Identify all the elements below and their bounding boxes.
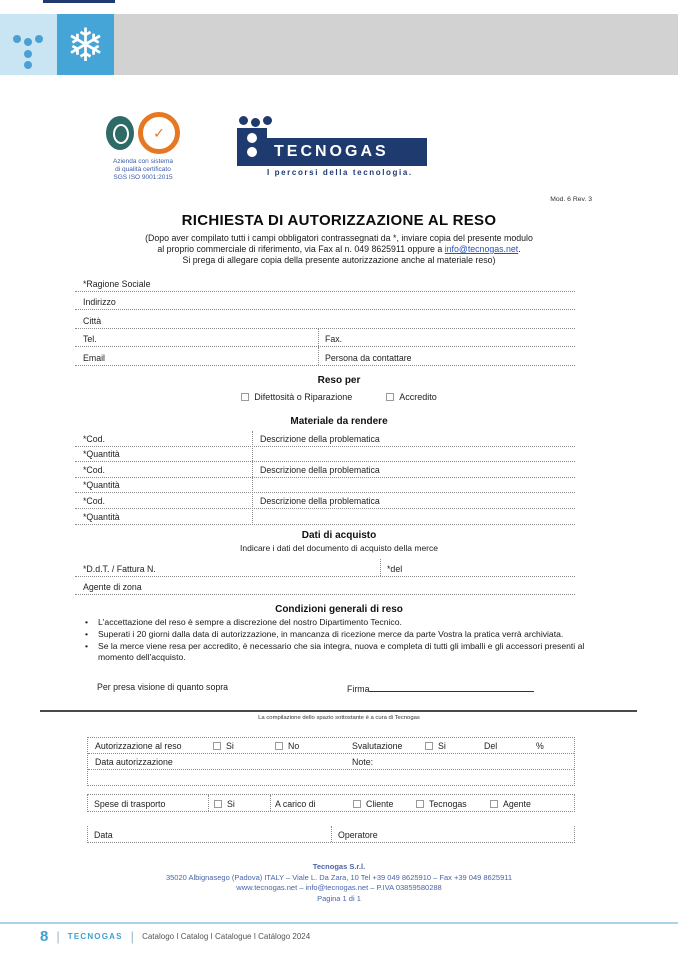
accredia-logo-icon — [106, 116, 134, 150]
firma-signature-line[interactable] — [369, 682, 534, 692]
tecnogas-wordmark: TECNOGAS — [267, 138, 427, 166]
a-carico-label: A carico di — [275, 799, 316, 809]
field-email-persona[interactable] — [75, 347, 575, 366]
indirizzo-label: Indirizzo — [83, 297, 116, 307]
checkbox-cliente[interactable] — [353, 800, 361, 808]
data-autorizzazione-row[interactable] — [88, 754, 574, 770]
table-row-cod-1[interactable]: *Cod. Descrizione della problematica — [75, 431, 575, 447]
autorizzazione-si: Si — [213, 741, 234, 751]
ragione-sociale-label: *Ragione Sociale — [83, 278, 151, 289]
table-row-quantita-1[interactable]: *Quantità — [75, 447, 575, 463]
intro-paragraph: (Dopo aver compilato tutti i campi obbligatori contrassegnati da *, inviare copia del presente modulo al proprio commerciale di riferimento, via Fax al n. 049 8625911 oppure a info@tecnogas.net. Si prega di allegare copia della presente autorizzazione anche al materiale reso) — [145, 233, 533, 265]
carico-agente: Agente — [490, 799, 531, 809]
spese-row — [88, 795, 574, 811]
checkbox-svalutazione-si[interactable] — [425, 742, 433, 750]
office-box-autorizzazione — [87, 737, 575, 786]
condizioni-bullets — [85, 617, 620, 664]
footer-page-number: Pagina 1 di 1 — [317, 893, 361, 903]
autorizzazione-row — [88, 738, 574, 754]
data-label: Data — [94, 830, 113, 840]
agente-zona-label: Agente di zona — [83, 582, 142, 592]
citta-label: Città — [83, 315, 102, 326]
certification-text: Azienda con sistema di qualità certificato SGS ISO 9001:2015 — [113, 158, 173, 181]
catalogue-page-number: 8 — [40, 928, 49, 945]
data-autorizzazione-label: Data autorizzazione — [95, 757, 173, 767]
checkbox-difettosita[interactable] — [241, 393, 249, 401]
option-difettosita — [241, 392, 352, 402]
footer-rule — [0, 922, 678, 924]
firma-label: Firma — [347, 684, 370, 694]
persona-label: Persona da contattare — [325, 352, 412, 363]
snowflake-icon: ❄ — [57, 14, 114, 75]
reso-per-heading: Reso per — [317, 375, 361, 386]
accredito-label: Accredito — [399, 392, 437, 402]
footer-address: 35020 Albignasego (Padova) ITALY – Viale L. Da Zara, 10 Tel +39 049 8625910 – Fax +39 049 8625911 — [165, 872, 513, 882]
email-link[interactable]: info@tecnogas.net — [444, 244, 519, 254]
catalogue-footer: 8 | TECNOGAS | Catalogo I Catalog I Catalogue I Catálogo 2024 — [40, 928, 311, 945]
operatore-label: Operatore — [338, 830, 378, 840]
del-label: *del — [387, 564, 403, 574]
table-row-cod-3[interactable]: *Cod. Descrizione della problematica — [75, 493, 575, 509]
tecnogas-logo-square — [237, 128, 267, 166]
office-box-empty-row[interactable] — [88, 770, 574, 785]
checkbox-accredito[interactable] — [386, 393, 394, 401]
table-row-quantita-3[interactable]: *Quantità — [75, 509, 575, 525]
svalutazione-label: Svalutazione — [352, 741, 403, 751]
presa-visione-row — [97, 682, 578, 692]
autorizzazione-no: No — [275, 741, 299, 751]
materiale-table — [75, 431, 575, 525]
carico-tecnogas: Tecnogas — [416, 799, 467, 809]
percent-label: % — [536, 741, 544, 751]
customer-form — [75, 273, 575, 366]
checkbox-agente[interactable] — [490, 800, 498, 808]
note-label: Note: — [352, 757, 374, 767]
field-indirizzo[interactable] — [75, 292, 575, 311]
certification-block — [84, 112, 202, 182]
office-note: La compilazione dello spazio sottostante è a cura di Tecnogas — [258, 715, 420, 721]
field-citta[interactable] — [75, 310, 575, 329]
dati-acquisto-table — [75, 559, 575, 595]
data-operatore-row[interactable] — [88, 826, 574, 842]
tel-label: Tel. — [83, 334, 97, 344]
top-navy-sliver — [43, 0, 115, 3]
condizioni-heading: Condizioni generali di reso — [275, 604, 403, 615]
checkbox-autorizzazione-si[interactable] — [213, 742, 221, 750]
table-row-quantita-2[interactable]: *Quantità — [75, 478, 575, 494]
mod-rev-label: Mod. 6 Rev. 3 — [550, 196, 592, 203]
catalogue-title: Catalogo I Catalog I Catalogue I Catálogo 2024 — [142, 932, 311, 941]
dati-acquisto-heading: Dati di acquisto — [301, 530, 377, 541]
carico-cliente: Cliente — [353, 799, 393, 809]
page-title: RICHIESTA DI AUTORIZZAZIONE AL RESO — [181, 212, 497, 229]
field-tel-fax[interactable] — [75, 329, 575, 348]
spese-si: Si — [214, 799, 235, 809]
svalutazione-si: Si — [425, 741, 446, 751]
sgs-logo-icon: ✓ — [138, 112, 180, 154]
field-agente-zona[interactable] — [75, 577, 575, 595]
bullet-3: • Se la merce viene resa per accredito, è necessario che sia integra, nuova e completa di tutti gli imballi e gli accessori presenti al momento dell'acquisto. — [85, 641, 620, 663]
office-box-spese — [87, 794, 575, 812]
tecnogas-t-dots-icon — [0, 14, 57, 75]
fax-label: Fax. — [325, 334, 343, 344]
spese-label: Spese di trasporto — [94, 799, 166, 809]
checkbox-spese-si[interactable] — [214, 800, 222, 808]
header-bar — [0, 14, 678, 75]
section-divider — [40, 710, 637, 712]
tecnogas-logo — [237, 116, 427, 177]
tecnogas-tagline: I percorsi della tecnologia. — [267, 168, 413, 177]
footer-company: Tecnogas S.r.l. — [312, 862, 366, 871]
bullet-2: • Superati i 20 giorni dalla data di autorizzazione, in mancanza di ricezione merce da parte Vostra la pratica verrà archiviata. — [85, 629, 620, 640]
field-ragione-sociale[interactable] — [75, 273, 575, 292]
catalogue-brand: TECNOGAS — [67, 932, 123, 941]
difettosita-label: Difettosità o Riparazione — [254, 392, 353, 402]
checkbox-tecnogas[interactable] — [416, 800, 424, 808]
dati-acquisto-subtitle: Indicare i dati del documento di acquisto della merce — [240, 543, 438, 553]
document-footer — [0, 862, 678, 904]
office-box-data-operatore — [87, 826, 575, 843]
header-gray-bar — [114, 14, 678, 75]
del-percent-label: Del — [484, 741, 498, 751]
ddt-label: *D.d.T. / Fattura N. — [83, 564, 156, 574]
table-row-cod-2[interactable]: *Cod. Descrizione della problematica — [75, 462, 575, 478]
presa-visione-label: Per presa visione di quanto sopra — [97, 682, 229, 692]
footer-web: www.tecnogas.net – info@tecnogas.net – P.IVA 03859580288 — [236, 883, 442, 892]
materiale-heading: Materiale da rendere — [290, 416, 388, 427]
option-accredito — [386, 392, 437, 402]
autorizzazione-label: Autorizzazione al reso — [95, 741, 182, 751]
reso-per-options — [0, 392, 678, 402]
checkbox-autorizzazione-no[interactable] — [275, 742, 283, 750]
bullet-1: • L'accettazione del reso è sempre a discrezione del nostro Dipartimento Tecnico. — [85, 617, 620, 628]
field-ddt-del[interactable] — [75, 559, 575, 577]
email-label: Email — [83, 352, 105, 363]
